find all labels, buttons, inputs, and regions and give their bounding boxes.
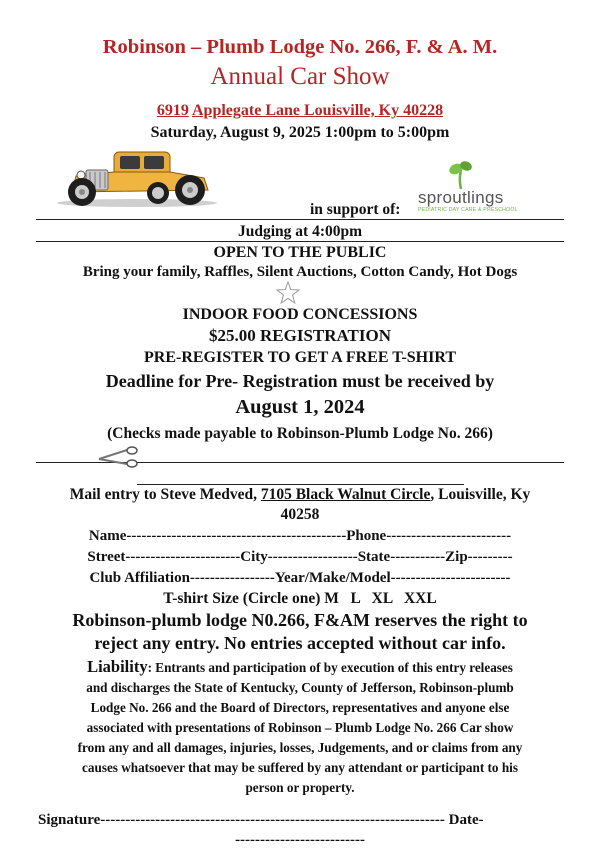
- liability-line: causes whatsoever that may be suffered by any attendant or participant to his: [82, 760, 518, 775]
- deadline-date: August 1, 2024: [235, 396, 365, 418]
- divider: [137, 484, 464, 485]
- mail-entry-address: 7105 Black Walnut Circle: [260, 486, 431, 503]
- reserve-right-line-1: Robinson-plumb lodge N0.266, F&AM reserves the right to: [72, 610, 528, 630]
- sponsor-name: sproutlings: [418, 188, 504, 207]
- event-subtitle: Annual Car Show: [210, 63, 390, 90]
- liability-line: from any and all damages, injuries, losses, Judgements, and or claims from any: [77, 740, 523, 755]
- liability-label: Liability: [87, 657, 148, 676]
- divider: [36, 241, 564, 242]
- liability-line: and discharges the State of Kentucky, County of Jefferson, Robinson-plumb: [86, 680, 514, 695]
- liability-paragraph: [0, 657, 600, 798]
- street-city-state-zip-field[interactable]: Street-----------------------City------------------State-----------Zip---------: [87, 549, 513, 565]
- liability-line: Liability: Entrants and participation of by execution of this entry releases: [87, 657, 513, 676]
- in-support-of-label: in support of:: [310, 201, 401, 218]
- address-number: 6919: [156, 102, 189, 119]
- food-concessions: INDOOR FOOD CONCESSIONS: [182, 306, 418, 323]
- deadline-text: Deadline for Pre- Registration must be received by: [105, 371, 495, 391]
- name-phone-field[interactable]: Name--------------------------------------------Phone-------------------------: [88, 528, 512, 544]
- scissors-icon: [97, 446, 139, 468]
- judging-time: Judging at 4:00pm: [237, 223, 363, 240]
- date-field-continuation[interactable]: --------------------------: [235, 832, 365, 848]
- event-address: [0, 102, 600, 120]
- club-year-make-model-field[interactable]: Club Affiliation-----------------Year/Make/Model------------------------: [89, 570, 511, 586]
- mail-entry-city: , Louisville, Ky: [430, 486, 531, 503]
- liability-line: Lodge No. 266 and the Board of Directors, representatives and anyone else: [90, 700, 510, 715]
- liability-line: associated with presentations of Robinson – Plumb Lodge No. 266 Car show: [86, 720, 514, 735]
- event-date-time: Saturday, August 9, 2025 1:00pm to 5:00pm: [150, 124, 450, 141]
- preregister-tshirt: PRE-REGISTER TO GET A FREE T-SHIRT: [144, 349, 456, 366]
- sproutlings-sprout-icon: [448, 160, 474, 190]
- sponsor-tagline: PEDIATRIC DAY CARE & PRESCHOOL: [418, 207, 518, 213]
- mail-entry-line: [0, 486, 600, 504]
- open-to-public: OPEN TO THE PUBLIC: [213, 244, 387, 261]
- lodge-title: Robinson – Plumb Lodge No. 266, F. & A. M.: [102, 36, 498, 58]
- tshirt-size-selector[interactable]: T-shirt Size (Circle one) M L XL XXL: [163, 590, 437, 607]
- mail-entry-prefix: Mail entry to Steve Medved,: [69, 486, 257, 503]
- liability-line: person or property.: [245, 780, 355, 795]
- hot-rod-car-icon: [54, 148, 220, 208]
- address-street: Applegate Lane Louisville, Ky 40228: [192, 102, 444, 119]
- mail-entry-zip: 40258: [280, 506, 320, 523]
- checks-payable: (Checks made payable to Robinson-Plumb Lodge No. 266): [107, 425, 493, 442]
- signature-date-field[interactable]: Signature--------------------------------------------------------------------- Date-: [38, 812, 484, 828]
- registration-fee: $25.00 REGISTRATION: [209, 326, 391, 345]
- event-activities: Bring your family, Raffles, Silent Auctions, Cotton Candy, Hot Dogs: [82, 264, 518, 280]
- star-icon: [276, 281, 300, 305]
- divider: [36, 219, 564, 220]
- reserve-right-line-2: reject any entry. No entries accepted without car info.: [94, 633, 506, 653]
